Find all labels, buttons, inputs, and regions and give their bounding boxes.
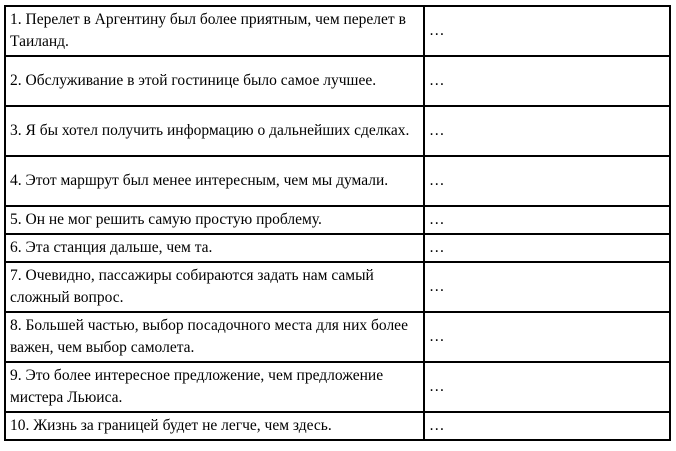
sentence-cell: 1. Перелет в Аргентину был более приятным, чем перелет в Таиланд. [5,6,424,56]
exercise-table [4,5,671,441]
table-row [5,156,670,206]
answer-cell[interactable]: … [424,56,670,106]
table-row [5,412,670,440]
answer-cell[interactable]: … [424,262,670,312]
answer-cell[interactable]: … [424,106,670,156]
table-row [5,362,670,412]
table-row [5,56,670,106]
sentence-cell: 5. Он не мог решить самую простую проблему. [5,206,424,234]
sentence-cell: 10. Жизнь за границей будет не легче, чем здесь. [5,412,424,440]
table-row [5,206,670,234]
answer-cell[interactable]: … [424,412,670,440]
sentence-cell: 2. Обслуживание в этой гостинице было самое лучшее. [5,56,424,106]
sentence-cell: 4. Этот маршрут был менее интересным, чем мы думали. [5,156,424,206]
table-row [5,106,670,156]
table-row [5,262,670,312]
sentence-cell: 9. Это более интересное предложение, чем предложение мистера Льюиса. [5,362,424,412]
sentence-cell: 8. Большей частью, выбор посадочного места для них более важен, чем выбор самолета. [5,312,424,362]
answer-cell[interactable]: … [424,156,670,206]
table-row [5,234,670,262]
answer-cell[interactable]: … [424,234,670,262]
sentence-cell: 3. Я бы хотел получить информацию о дальнейших сделках. [5,106,424,156]
sentence-cell: 6. Эта станция дальше, чем та. [5,234,424,262]
table-row [5,6,670,56]
table-row [5,312,670,362]
answer-cell[interactable]: … [424,6,670,56]
answer-cell[interactable]: … [424,206,670,234]
answer-cell[interactable]: … [424,312,670,362]
answer-cell[interactable]: … [424,362,670,412]
sentence-cell: 7. Очевидно, пассажиры собираются задать нам самый сложный вопрос. [5,262,424,312]
